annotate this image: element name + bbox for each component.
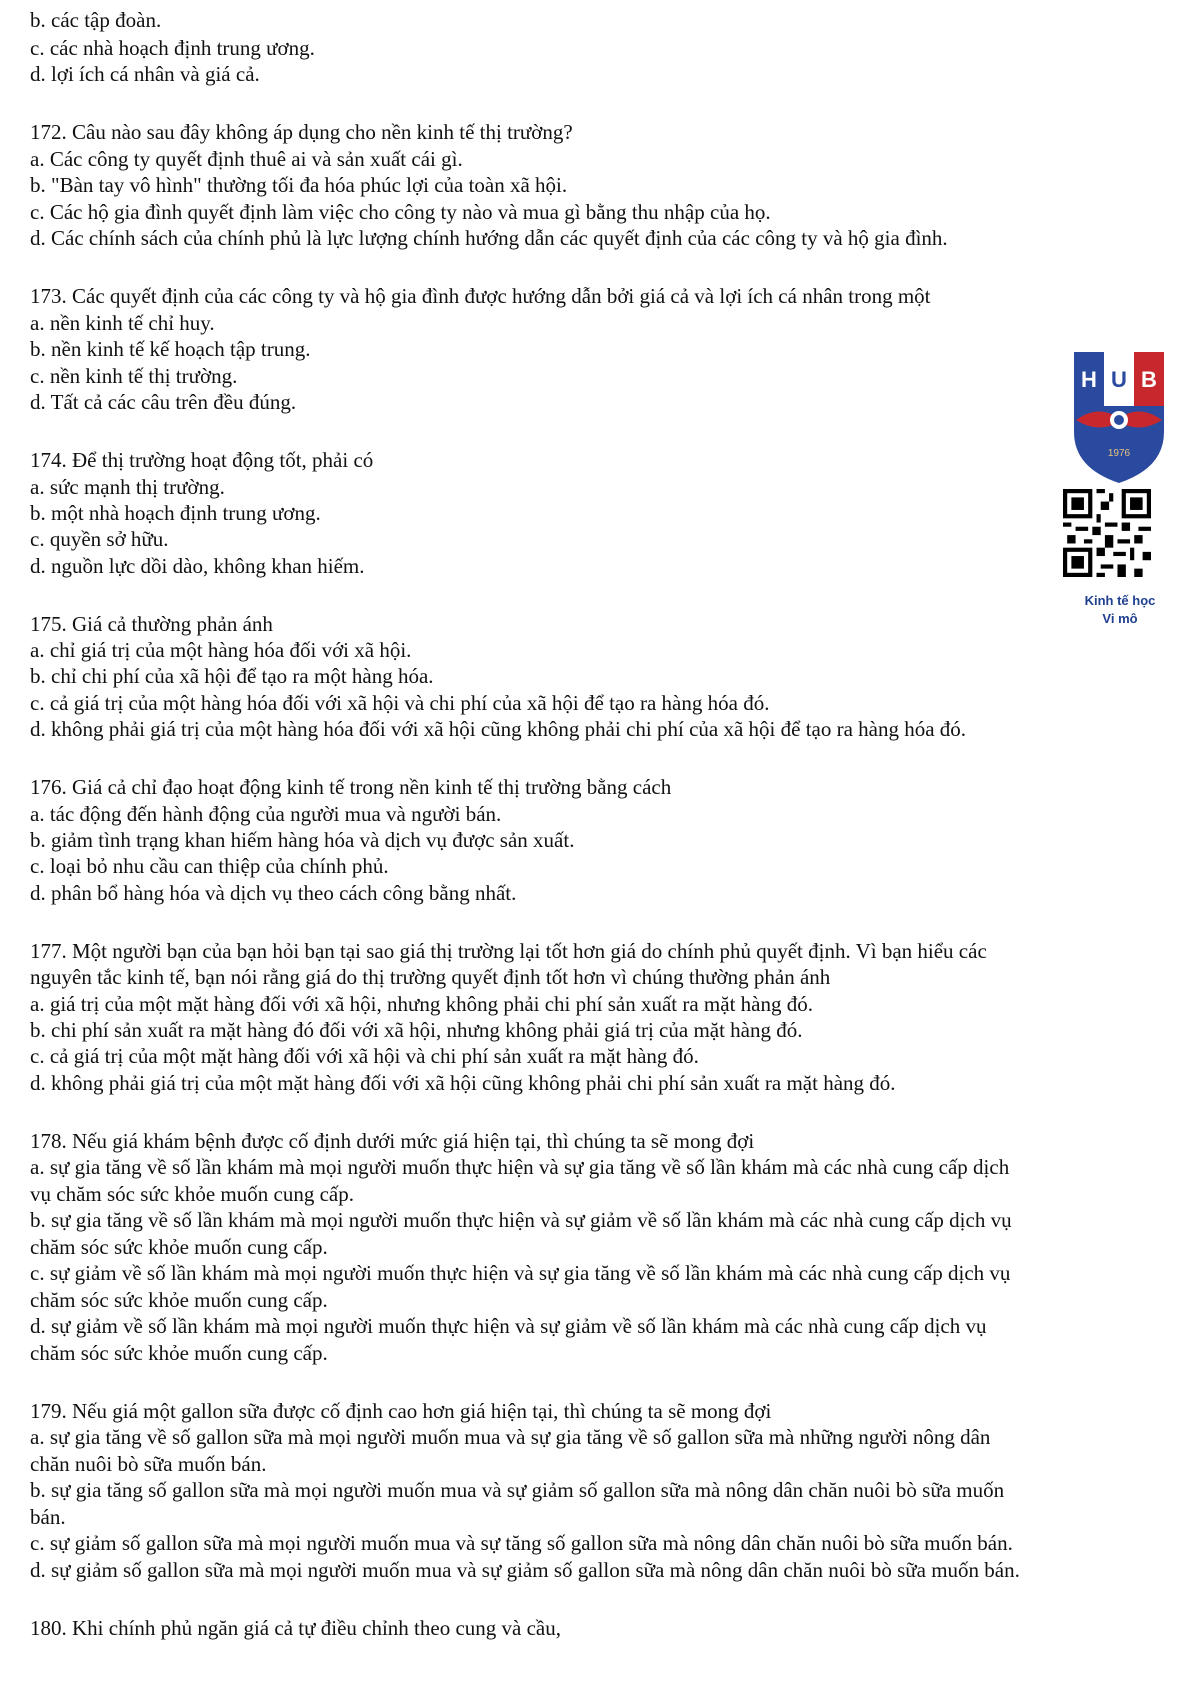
text-line: b. chỉ chi phí của xã hội để tạo ra một hàng hóa.: [30, 664, 434, 688]
text-line: b. nền kinh tế kế hoạch tập trung.: [30, 337, 311, 361]
text-line: b. sự gia tăng về số lần khám mà mọi người muốn thực hiện và sự giảm về số lần khám mà các nhà cung cấp dịch vụ: [30, 1208, 1012, 1232]
logo-caption: [1060, 592, 1180, 628]
text-line: c. loại bỏ nhu cầu can thiệp của chính phủ.: [30, 854, 389, 878]
text-line: b. sự gia tăng số gallon sữa mà mọi người muốn mua và sự giảm số gallon sữa mà nông dân chăn nuôi bò sữa muốn: [30, 1478, 1005, 1502]
text-line: b. chi phí sản xuất ra mặt hàng đó đối với xã hội, nhưng không phải giá trị của mặt hàng đó.: [30, 1018, 803, 1042]
text-line: d. lợi ích cá nhân và giá cả.: [30, 62, 260, 86]
text-line: a. sức mạnh thị trường.: [30, 475, 225, 499]
text-line: a. sự gia tăng về số lần khám mà mọi người muốn thực hiện và sự gia tăng về số lần khám mà các nhà cung cấp dịch: [30, 1155, 1010, 1179]
text-line: d. sự giảm về số lần khám mà mọi người muốn thực hiện và sự giảm về số lần khám mà các nhà cung cấp dịch vụ: [30, 1314, 987, 1338]
text-line: c. các nhà hoạch định trung ương.: [30, 36, 315, 60]
logo-caption-line1: Kinh tế học: [1084, 593, 1156, 608]
logo-year: 1976: [1107, 448, 1131, 459]
text-line: chăm sóc sức khỏe muốn cung cấp.: [30, 1288, 328, 1312]
text-line: chăn nuôi bò sữa muốn bán.: [30, 1452, 267, 1476]
text-line: d. nguồn lực dồi dào, không khan hiếm.: [30, 554, 365, 578]
text-line: a. tác động đến hành động của người mua và người bán.: [30, 802, 502, 826]
text-line: chăm sóc sức khỏe muốn cung cấp.: [30, 1341, 328, 1365]
text-line: nguyên tắc kinh tế, bạn nói rằng giá do thị trường quyết định tốt hơn vì chúng thường phản ánh: [30, 965, 831, 989]
text-line: 176. Giá cả chỉ đạo hoạt động kinh tế trong nền kinh tế thị trường bằng cách: [30, 775, 672, 799]
text-line: d. phân bổ hàng hóa và dịch vụ theo cách công bằng nhất.: [30, 881, 517, 905]
text-line: chăm sóc sức khỏe muốn cung cấp.: [30, 1235, 328, 1259]
text-line: b. giảm tình trạng khan hiếm hàng hóa và dịch vụ được sản xuất.: [30, 828, 575, 852]
text-line: 175. Giá cả thường phản ánh: [30, 612, 273, 636]
text-line: a. chỉ giá trị của một hàng hóa đối với xã hội.: [30, 638, 412, 662]
qr-code-icon: [1063, 489, 1151, 577]
text-line: d. không phải giá trị của một hàng hóa đối với xã hội cũng không phải chi phí của xã hội để tạo ra hàng hóa đó.: [30, 717, 967, 741]
logo-letter-b: B: [1141, 367, 1157, 392]
text-line: 173. Các quyết định của các công ty và hộ gia đình được hướng dẫn bởi giá cả và lợi ích cá nhân trong một: [30, 284, 931, 308]
text-line: a. sự gia tăng về số gallon sữa mà mọi người muốn mua và sự gia tăng về số gallon sữa mà những người nông dân: [30, 1425, 991, 1449]
text-line: d. sự giảm số gallon sữa mà mọi người muốn mua và sự giảm số gallon sữa mà nông dân chăn nuôi bò sữa muốn bán.: [30, 1558, 1020, 1582]
logo-letter-h: H: [1081, 367, 1097, 392]
text-line: c. quyền sở hữu.: [30, 527, 169, 551]
text-line: vụ chăm sóc sức khỏe muốn cung cấp.: [30, 1182, 354, 1206]
text-line: 172. Câu nào sau đây không áp dụng cho nền kinh tế thị trường?: [30, 120, 573, 144]
text-line: c. Các hộ gia đình quyết định làm việc cho công ty nào và mua gì bằng thu nhập của họ.: [30, 200, 771, 224]
text-line: d. Các chính sách của chính phủ là lực lượng chính hướng dẫn các quyết định của các công ty và hộ gia đình.: [30, 226, 948, 250]
text-line: c. sự giảm về số lần khám mà mọi người muốn thực hiện và sự gia tăng về số lần khám mà các nhà cung cấp dịch vụ: [30, 1261, 1011, 1285]
text-line: b. "Bàn tay vô hình" thường tối đa hóa phúc lợi của toàn xã hội.: [30, 173, 568, 197]
logo-letter-u: U: [1111, 367, 1127, 392]
text-line: a. nền kinh tế chỉ huy.: [30, 311, 215, 335]
text-line: d. không phải giá trị của một mặt hàng đối với xã hội cũng không phải chi phí sản xuất ra mặt hàng đó.: [30, 1071, 896, 1095]
text-line: 179. Nếu giá một gallon sữa được cố định cao hơn giá hiện tại, thì chúng ta sẽ mong đợi: [30, 1399, 772, 1423]
text-line: a. giá trị của một mặt hàng đối với xã hội, nhưng không phải chi phí sản xuất ra mặt hàng đó.: [30, 992, 813, 1016]
text-line: d. Tất cả các câu trên đều đúng.: [30, 390, 297, 414]
text-line: c. cả giá trị của một hàng hóa đối với xã hội và chi phí của xã hội để tạo ra hàng hóa đó.: [30, 691, 770, 715]
text-line: c. sự giảm số gallon sữa mà mọi người muốn mua và sự tăng số gallon sữa mà nông dân chăn nuôi bò sữa muốn bán.: [30, 1531, 1013, 1555]
text-line: 177. Một người bạn của bạn hỏi bạn tại sao giá thị trường lại tốt hơn giá do chính phủ quyết định. Vì bạn hiểu các: [30, 939, 987, 963]
text-line: c. cả giá trị của một mặt hàng đối với xã hội và chi phí sản xuất ra mặt hàng đó.: [30, 1044, 699, 1068]
logo-caption-line2: Vi mô: [1102, 611, 1138, 626]
text-line: bán.: [30, 1505, 66, 1529]
hub-logo: [1072, 350, 1166, 485]
text-line: b. các tập đoàn.: [30, 8, 162, 32]
text-line: 180. Khi chính phủ ngăn giá cả tự điều chỉnh theo cung và cầu,: [30, 1616, 561, 1640]
text-line: b. một nhà hoạch định trung ương.: [30, 501, 321, 525]
text-line: c. nền kinh tế thị trường.: [30, 364, 238, 388]
text-line: a. Các công ty quyết định thuê ai và sản xuất cái gì.: [30, 147, 463, 171]
text-line: 174. Để thị trường hoạt động tốt, phải có: [30, 448, 374, 472]
text-line: 178. Nếu giá khám bệnh được cố định dưới mức giá hiện tại, thì chúng ta sẽ mong đợi: [30, 1129, 755, 1153]
